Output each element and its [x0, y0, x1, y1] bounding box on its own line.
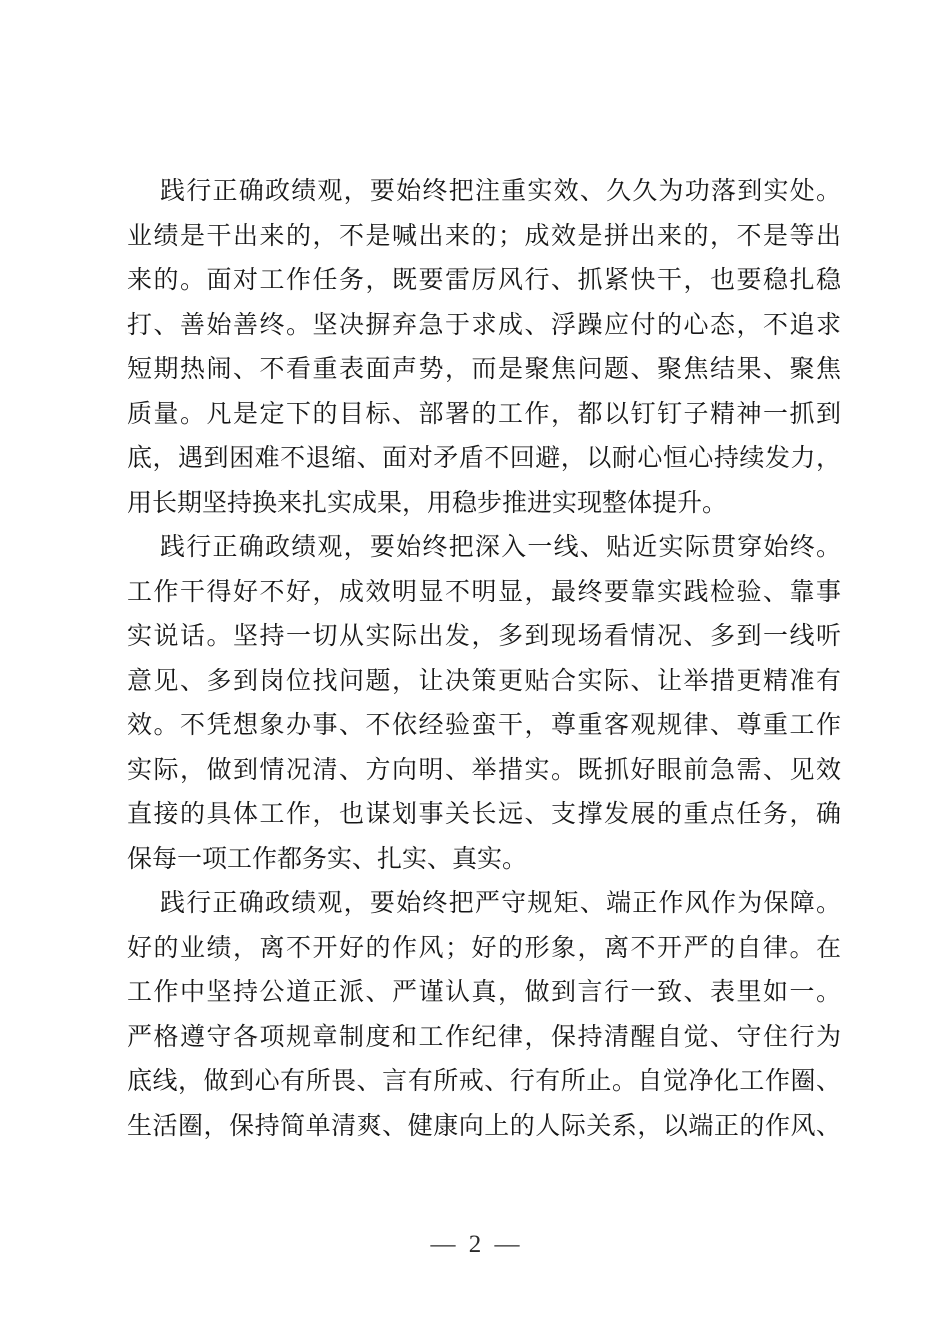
paragraph	[127, 170, 841, 526]
text-line: 工作干得好不好，成效明显不明显，最终要靠实践检验、靠事	[127, 578, 841, 606]
document-body	[127, 170, 841, 1149]
text-line: 质量。凡是定下的目标、部署的工作，都以钉钉子精神一抓到	[127, 400, 841, 428]
text-line: 工作中坚持公道正派、严谨认真，做到言行一致、表里如一。	[127, 979, 841, 1006]
text-line: 用长期坚持换来扎实成果，用稳步推进实现整体提升。	[127, 489, 728, 517]
text-line: 直接的具体工作，也谋划事关长远、支撑发展的重点任务，确	[127, 801, 841, 828]
text-line: 严格遵守各项规章制度和工作纪律，保持清醒自觉、守住行为	[127, 1023, 841, 1051]
text-line: 效。不凭想象办事、不依经验蛮干，尊重客观规律、尊重工作	[127, 712, 841, 739]
text-line: 生活圈，保持简单清爽、健康向上的人际关系，以端正的作风、	[127, 1112, 841, 1140]
text-line: 业绩是干出来的，不是喊出来的；成效是拼出来的，不是等出	[127, 222, 841, 250]
page-footer	[0, 1230, 950, 1260]
text-line: 践行正确政绩观，要始终把严守规矩、端正作风作为保障。	[160, 890, 841, 917]
text-line: 实说话。坚持一切从实际出发，多到现场看情况、多到一线听	[127, 623, 841, 650]
text-line: 底线，做到心有所畏、言有所戒、行有所止。自觉净化工作圈、	[127, 1068, 841, 1095]
paragraph	[127, 526, 841, 882]
page-number: — 2 —	[430, 1231, 520, 1258]
text-line: 来的。面对工作任务，既要雷厉风行、抓紧快干，也要稳扎稳	[127, 267, 841, 294]
text-line: 好的业绩，离不开好的作风；好的形象，离不开严的自律。在	[127, 934, 841, 962]
text-line: 实际，做到情况清、方向明、举措实。既抓好眼前急需、见效	[127, 756, 841, 784]
text-line: 意见、多到岗位找问题，让决策更贴合实际、让举措更精准有	[127, 667, 841, 695]
text-line: 打、善始善终。坚决摒弃急于求成、浮躁应付的心态，不追求	[127, 311, 841, 339]
text-line: 保每一项工作都务实、扎实、真实。	[127, 845, 528, 873]
text-line: 短期热闹、不看重表面声势，而是聚焦问题、聚焦结果、聚焦	[127, 356, 841, 383]
text-line: 践行正确政绩观，要始终把深入一线、贴近实际贯穿始终。	[160, 534, 841, 561]
text-line: 底，遇到困难不退缩、面对矛盾不回避，以耐心恒心持续发力，	[127, 445, 841, 472]
paragraph	[127, 882, 841, 1149]
text-line: 践行正确政绩观，要始终把注重实效、久久为功落到实处。	[160, 178, 841, 205]
